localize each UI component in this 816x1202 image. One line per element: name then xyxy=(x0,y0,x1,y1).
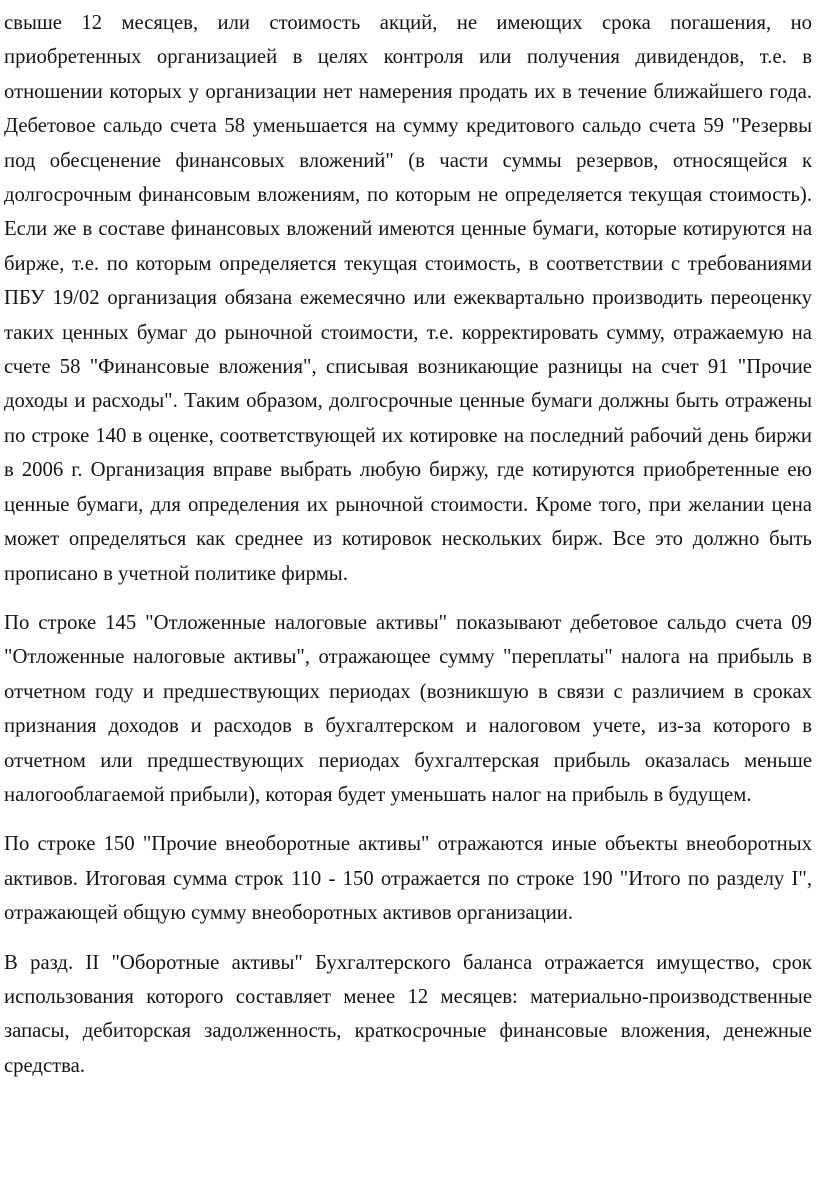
paragraph-current-assets: В разд. II "Оборотные активы" Бухгалтерского баланса отражается имущество, срок использования которого составляет менее 12 месяцев: материально-производственные запасы, дебиторская задолженность, краткосрочные финансовые вложения, денежные средства. xyxy=(4,951,812,1077)
paragraph-deferred-tax-assets: По строке 145 "Отложенные налоговые активы" показывают дебетовое сальдо счета 09 "Отложенные налоговые активы", отражающее сумму "переплаты" налога на прибыль в отчетном году и предшествующих периодах (возникшую в связи с различием в сроках признания доходов и расходов в бухгалтерском и налоговом учете, из-за которого в отчетном или предшествующих периодах бухгалтерская прибыль оказалась меньше налогооблагаемой прибыли), которая будет уменьшать налог на прибыль в будущем. xyxy=(4,611,812,806)
paragraph-other-noncurrent-assets: По строке 150 "Прочие внеоборотные активы" отражаются иные объекты внеоборотных активов. Итоговая сумма строк 110 - 150 отражается по строке 190 "Итого по разделу I", отражающей общую сумму внеоборотных активов организации. xyxy=(4,833,812,925)
paragraph-financial-investments: свыше 12 месяцев, или стоимость акций, не имеющих срока погашения, но приобретенных организацией в целях контроля или получения дивидендов, т.е. в отношении которых у организации нет намерения продать их в течение ближайшего года. Дебетовое сальдо счета 58 уменьшается на сумму кредитового сальдо счета 59 "Резервы под обесценение финансовых вложений" (в части суммы резервов, относящейся к долгосрочным финансовым вложениям, по которым не определяется текущая стоимость). Если же в составе финансовых вложений имеются ценные бумаги, которые котируются на бирже, т.е. по которым определяется текущая стоимость, в соответствии с требованиями ПБУ 19/02 организация обязана ежемесячно или ежеквартально производить переоценку таких ценных бумаг до рыночной стоимости, т.е. корректировать сумму, отражаемую на счете 58 "Финансовые вложения", списывая возникающие разницы на счет 91 "Прочие доходы и расходы". Таким образом, долгосрочные ценные бумаги должны быть отражены по строке 140 в оценке, соответствующей их котировке на последний рабочий день биржи в 2006 г. Организация вправе выбрать любую биржу, где котируются приобретенные ею ценные бумаги, для определения их рыночной стоимости. Кроме того, при желании цена может определяться как среднее из котировок нескольких бирж. Все это должно быть прописано в учетной политике фирмы. xyxy=(4,12,812,585)
